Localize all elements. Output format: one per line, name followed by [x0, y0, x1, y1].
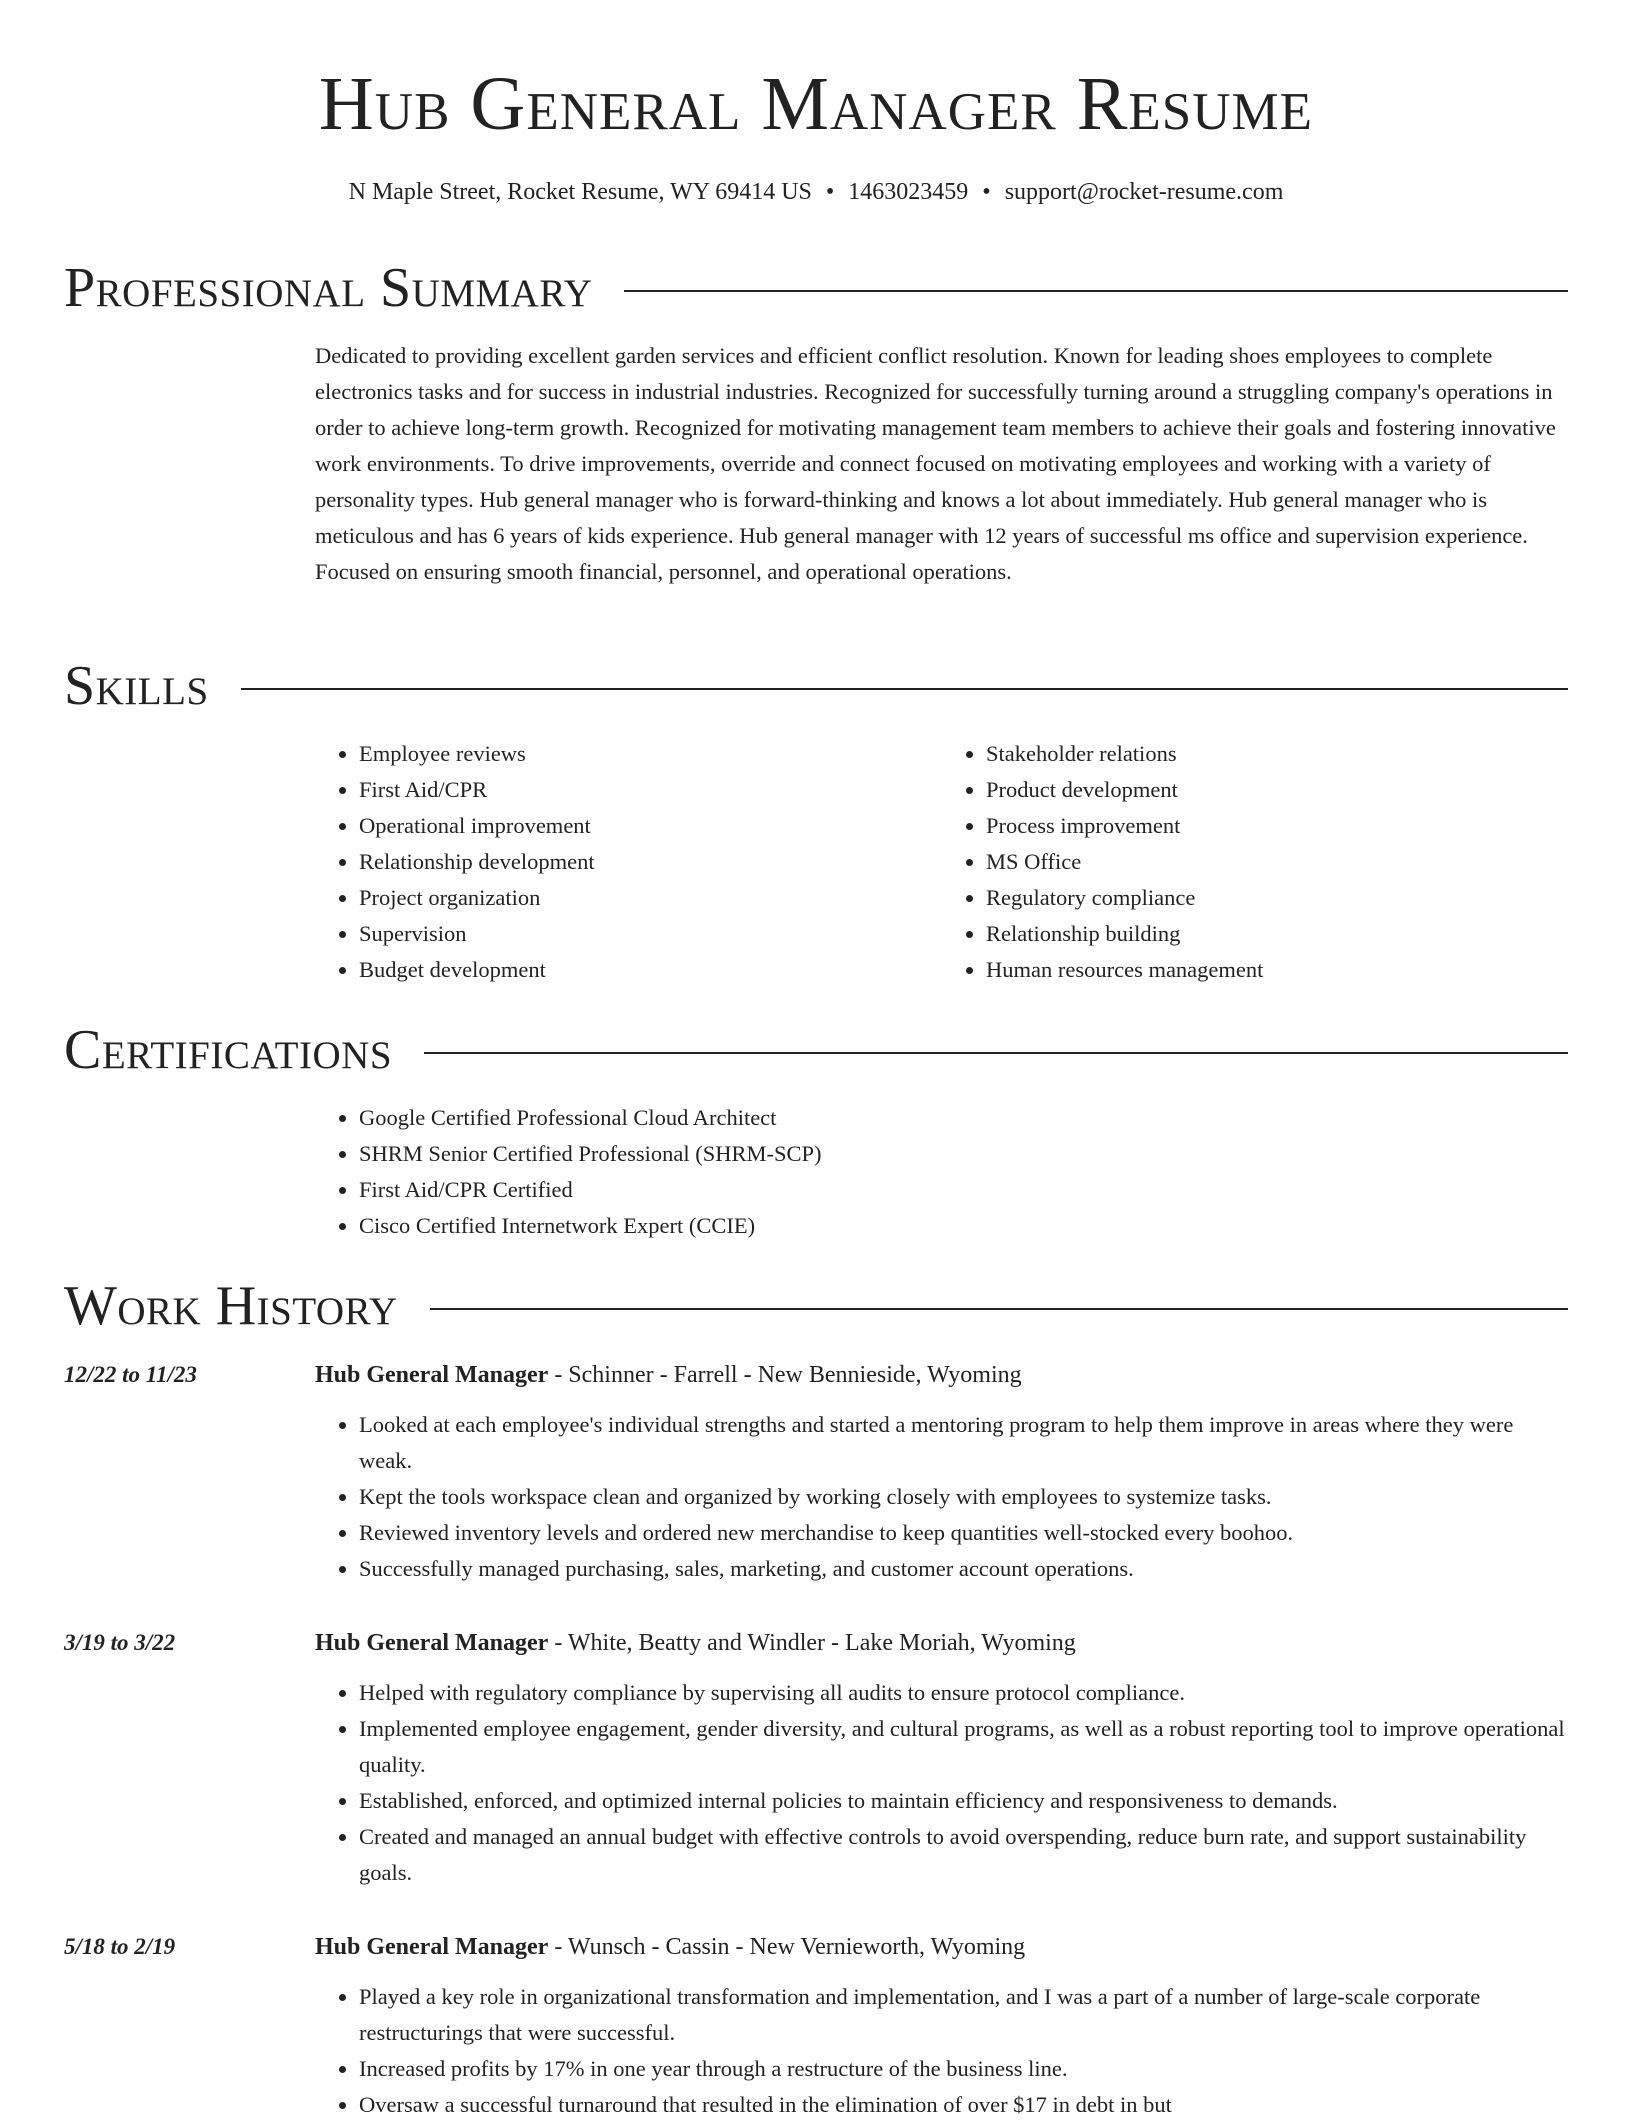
job-details: - White, Beatty and Windler - Lake Moriah, Wyoming: [548, 1630, 1076, 1656]
skills-title: Skills: [64, 655, 209, 717]
job-bullets: [315, 1979, 1569, 2123]
skill-item: • Process improvement: [986, 808, 1569, 844]
certification-item: • Google Certified Professional Cloud Architect: [359, 1100, 1569, 1136]
summary-section-header: [64, 252, 1568, 324]
job-details: - Wunsch - Cassin - New Vernieworth, Wyoming: [548, 1934, 1026, 1960]
skill-item: • Regulatory compliance: [986, 880, 1569, 916]
skill-item: • Project organization: [359, 880, 942, 916]
job-role: Hub General Manager: [315, 1934, 549, 1960]
job-bullet: • Helped with regulatory compliance by supervising all audits to ensure protocol compliance.: [359, 1675, 1569, 1711]
job-bullet: • Reviewed inventory levels and ordered new merchandise to keep quantities well-stocked every boohoo.: [359, 1515, 1569, 1551]
job-bullet: • Increased profits by 17% in one year through a restructure of the business line.: [359, 2051, 1569, 2087]
skill-item: • Relationship development: [359, 844, 942, 880]
contact-separator: •: [825, 179, 835, 205]
skills-list-right: [942, 736, 1569, 988]
certifications-title: Certifications: [64, 1019, 393, 1081]
certifications-list: [315, 1100, 1569, 1244]
skill-item: • Employee reviews: [359, 736, 942, 772]
skill-item: • Stakeholder relations: [986, 736, 1569, 772]
section-divider: [241, 688, 1568, 690]
contact-address: N Maple Street, Rocket Resume, WY 69414 US: [348, 179, 812, 205]
skills-body: [315, 736, 1569, 988]
certification-item: • Cisco Certified Internetwork Expert (CCIE): [359, 1208, 1569, 1244]
work-history-title: Work History: [64, 1275, 398, 1337]
job-bullet: • Looked at each employee's individual strengths and started a mentoring program to help them improve in areas where they were weak.: [359, 1407, 1569, 1479]
job-dates: 5/18 to 2/19: [64, 1934, 176, 1959]
skill-item: • First Aid/CPR: [359, 772, 942, 808]
job-headline: [315, 1357, 1569, 1393]
summary-title: Professional Summary: [64, 257, 593, 319]
job-dates: 3/19 to 3/22: [64, 1630, 176, 1655]
job-role: Hub General Manager: [315, 1630, 549, 1656]
job-bullets: [315, 1675, 1569, 1891]
certification-item: • SHRM Senior Certified Professional (SHRM-SCP): [359, 1136, 1569, 1172]
skill-item: • Human resources management: [986, 952, 1569, 988]
job-bullet: • Kept the tools workspace clean and organized by working closely with employees to systemize tasks.: [359, 1479, 1569, 1515]
contact-email[interactable]: support@rocket-resume.com: [1004, 179, 1284, 205]
job-bullet: • Established, enforced, and optimized internal policies to maintain efficiency and responsiveness to demands.: [359, 1783, 1569, 1819]
summary-body: [315, 338, 1569, 590]
skill-item: • Operational improvement: [359, 808, 942, 844]
resume-title: Hub General Manager Resume: [318, 62, 1314, 146]
job-details: - Schinner - Farrell - New Bennieside, Wyoming: [548, 1362, 1022, 1388]
job-dates: 12/22 to 11/23: [64, 1362, 197, 1387]
skills-section-header: [64, 650, 1568, 722]
job-bullet: • Successfully managed purchasing, sales, marketing, and customer account operations.: [359, 1551, 1569, 1587]
skills-list-left: [315, 736, 942, 988]
section-divider: [424, 1052, 1568, 1054]
skill-item: • MS Office: [986, 844, 1569, 880]
contact-line: [0, 174, 1632, 210]
contact-phone: 1463023459: [848, 179, 969, 205]
job-headline: [315, 1625, 1569, 1661]
skill-item: • Product development: [986, 772, 1569, 808]
skill-item: • Supervision: [359, 916, 942, 952]
job-headline: [315, 1929, 1569, 1965]
skill-item: • Budget development: [359, 952, 942, 988]
section-divider: [624, 290, 1568, 292]
job-role: Hub General Manager: [315, 1362, 549, 1388]
job-bullet: • Oversaw a successful turnaround that resulted in the elimination of over $17 in debt in but: [359, 2087, 1569, 2123]
section-divider: [430, 1308, 1568, 1310]
job-bullet: • Played a key role in organizational transformation and implementation, and I was a part of a number of large-scale corporate restructurings that were successful.: [359, 1979, 1569, 2051]
work-history-section-header: [64, 1270, 1568, 1342]
job-bullets: [315, 1407, 1569, 1587]
certifications-body: [315, 1100, 1569, 1244]
certifications-section-header: [64, 1014, 1568, 1086]
contact-separator: •: [982, 179, 991, 205]
certification-item: • First Aid/CPR Certified: [359, 1172, 1569, 1208]
skill-item: • Relationship building: [986, 916, 1569, 952]
summary-text: Dedicated to providing excellent garden services and efficient conflict resolution. Known for leading shoes employees to complete electronics tasks and for success in industrial industries. Recognized for successfully turning around a struggling company's operations in order to achieve long-term growth. Recognized for motivating management team members to achieve their goals and fostering innovative work environments. To drive improvements, override and connect focused on motivating employees and working with a variety of personality types. Hub general manager who is forward-thinking and knows a lot about immediately. Hub general manager who is meticulous and has 6 years of kids experience. Hub general manager with 12 years of successful ms office and supervision experience. Focused on ensuring smooth financial, personnel, and operational operations.: [315, 343, 1556, 584]
job-bullet: • Created and managed an annual budget with effective controls to avoid overspending, reduce burn rate, and support sustainability goals.: [359, 1819, 1569, 1891]
job-bullet: • Implemented employee engagement, gender diversity, and cultural programs, as well as a robust reporting tool to improve operational quality.: [359, 1711, 1569, 1783]
